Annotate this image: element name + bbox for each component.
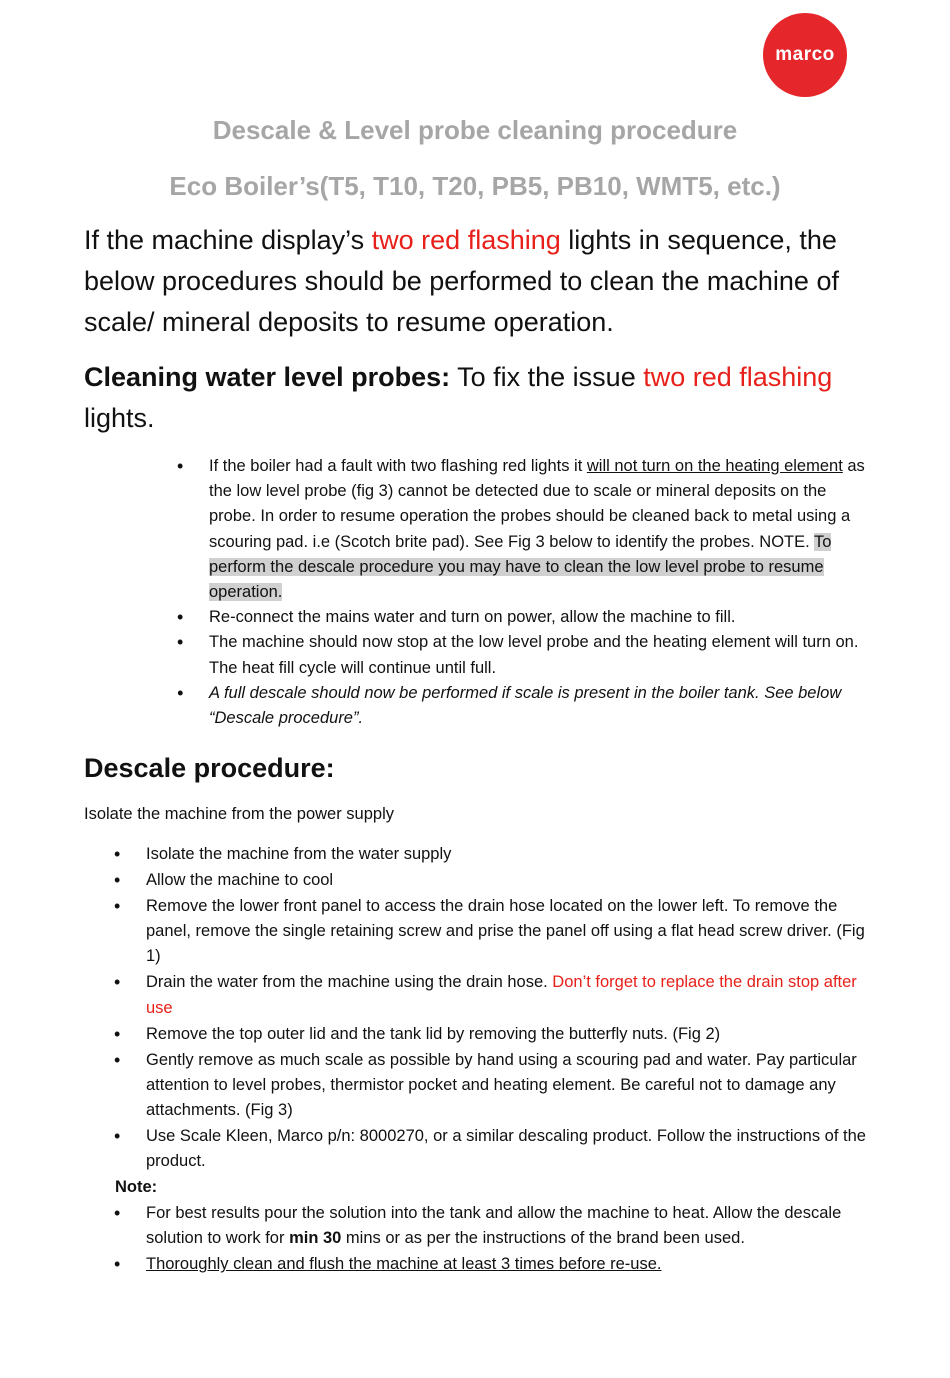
note-label: Note: [115, 1178, 158, 1196]
list-item: • Re-connect the mains water and turn on power, allow the machine to fill. [209, 605, 869, 630]
list-item: • Remove the lower front panel to access the drain hose located on the lower left. To remove the panel, remove the single retaining screw and prise the panel off using a flat head screw driver. (Fig 1) [146, 894, 866, 970]
descale-intro: Isolate the machine from the power supply [84, 805, 394, 823]
list-item: • For best results pour the solution into the tank and allow the machine to heat. Allow the descale solution to work for min 30 mins or as per the instructions of the brand been used. [146, 1201, 866, 1251]
list-item: • Remove the top outer lid and the tank lid by removing the butterfly nuts. (Fig 2) [146, 1022, 866, 1047]
list-item: • A full descale should now be performed if scale is present in the boiler tank. See below “Descale procedure”. [209, 681, 869, 731]
intro-paragraph: If the machine display’s two red flashing lights in sequence, the below procedures should be performed to clean the machine of scale/ mineral deposits to resume operation. [84, 225, 839, 337]
descale-heading: Descale procedure: [84, 753, 335, 783]
cleaning-heading: Cleaning water level probes: [84, 362, 451, 392]
drain-warning: Don’t forget to replace the drain stop after use [146, 973, 857, 1017]
logo-text: marco [775, 44, 835, 65]
list-item: • The machine should now stop at the low level probe and the heating element will turn on. The heat fill cycle will continue until full. [209, 630, 869, 680]
list-item: • Gently remove as much scale as possible by hand using a scouring pad and water. Pay particular attention to level probes, thermistor pocket and heating element. Be careful not to damage any attachments. (Fig 3) [146, 1048, 866, 1124]
cleaning-highlight: two red flashing [643, 362, 833, 392]
list-item: • Isolate the machine from the water supply [146, 842, 866, 867]
cleaning-steps-list [209, 454, 869, 731]
marco-logo [763, 13, 847, 97]
list-item: • Drain the water from the machine using the drain hose. Don’t forget to replace the drain stop after use [146, 970, 866, 1020]
highlighted-note: To perform the descale procedure you may have to clean the low level probe to resume operation. [209, 532, 832, 602]
intro-highlight: two red flashing [371, 225, 561, 255]
document-subtitle: Eco Boiler’s(T5, T10, T20, PB5, PB10, WMT5, etc.) [169, 171, 781, 201]
descale-steps-list [146, 842, 866, 1175]
list-item: • Thoroughly clean and flush the machine at least 3 times before re-use. [146, 1252, 866, 1277]
list-item: • Allow the machine to cool [146, 868, 866, 893]
cleaning-section-heading: Cleaning water level probes: To fix the issue two red flashing lights. [84, 362, 833, 433]
list-item: • If the boiler had a fault with two flashing red lights it will not turn on the heating element as the low level probe (fig 3) cannot be detected due to scale or mineral deposits on the probe. In order to resume operation the probes should be cleaned back to metal using a scouring pad. i.e (Scotch brite pad). See Fig 3 below to identify the probes. NOTE. To perform the descale procedure you may have to clean the low level probe to resume operation. [209, 454, 869, 605]
list-item: • Use Scale Kleen, Marco p/n: 8000270, or a similar descaling product. Follow the instructions of the product. [146, 1124, 866, 1174]
notes-list [146, 1201, 866, 1278]
document-title: Descale & Level probe cleaning procedure [212, 115, 738, 145]
